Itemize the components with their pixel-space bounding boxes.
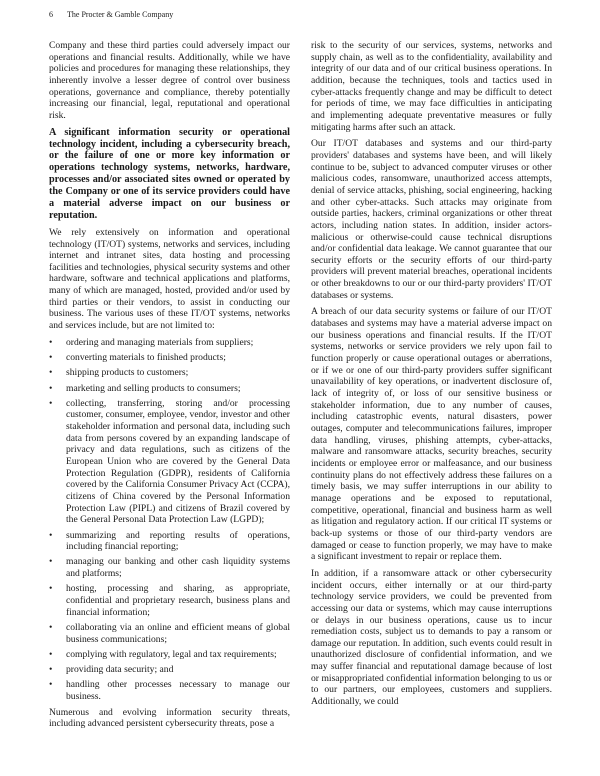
paragraph: We rely extensively on information and operational technology (IT/OT) systems, networks and services, including internet and intranet sites, data hosting and processing facilities and technologies, physical security systems and other hardware, software and technical applications and platforms, many of which are managed, hosted, provided and/or used by third parties or their vendors, to assist in conducting our business. The various uses of these IT/OT systems, networks and services include, but are not limited to: — [49, 226, 290, 332]
paragraph: In addition, if a ransomware attack or other cybersecurity incident occurs, either internally or at our third-party technology service providers, we could be prevented from accessing our data or systems, which may cause interruptions or delays in our business operations, cause us to incur remediation costs, subject us to demands to pay a ransom or damage our reputation. In addition, such events could result in unauthorized disclosure of confidential information, and we may suffer financial and reputational damage because of lost or misappropriated confidential information belonging to us or to our partners, our employees, customers and suppliers. Additionally, we could — [311, 567, 552, 708]
bullet-icon: • — [49, 583, 53, 595]
bullet-icon: • — [49, 352, 53, 363]
bullet-icon: • — [49, 367, 53, 379]
list-item: • shipping products to customers; — [49, 367, 189, 379]
bullet-icon: • — [49, 529, 53, 541]
page-number: 6 — [49, 10, 53, 19]
bullet-icon: • — [49, 336, 53, 348]
list-item: • marketing and selling products to consumers; — [49, 382, 241, 394]
risk-heading: A significant information security or operational technology incident, including a cybersecurity breach, or the failure of one or more key information or operations technology systems, networks, hardware, processes and/or associated sites owned or operated by the Company or one of its service providers could have a material adverse impact on our business or reputation. — [49, 126, 290, 221]
list-item: • hosting, processing and sharing, as appropriate, confidential and proprietary research, business plans and financial information; — [49, 583, 290, 618]
list-item: • converting materials to finished products; — [49, 352, 226, 363]
paragraph: risk to the security of our services, systems, networks and supply chain, as well as to the confidentiality, availability and integrity of our data and of our critical business operations. In addition, because the techniques, tools and tactics used in cyber-attacks frequently change and may be difficult to detect for periods of time, we may face difficulties in anticipating and implementing adequate preventative measures or fully mitigating harms after such an attack. — [311, 40, 552, 133]
list-item: • providing data security; and — [49, 664, 174, 676]
bullet-list — [49, 337, 290, 703]
bullet-icon: • — [49, 664, 53, 676]
bullet-icon: • — [49, 556, 53, 568]
list-item: • ordering and managing materials from suppliers; — [49, 336, 254, 348]
list-item: • collaborating via an online and efficient means of global business communications; — [49, 621, 290, 645]
bullet-icon: • — [49, 382, 53, 394]
paragraph: Our IT/OT databases and systems and our third-party providers' databases and systems have been, and will likely continue to be, subject to advanced computer viruses or other malicious codes, ransomware, unauthorized access attempts, denial of service attacks, phishing, social engineering, hacking and other cyber-attacks. Such attacks may originate from outside parties, hackers, criminal organizations or other threat actors, including nation states. In addition, insider actors-malicious or otherwise-could cause technical disruptions and/or confidential data leakage. We cannot guarantee that our security efforts or the security efforts of our third-party providers will prevent material breaches, operational incidents or other breakdowns to our or our third-party providers' IT/OT databases or systems. — [311, 138, 552, 301]
bullet-icon: • — [49, 397, 53, 409]
list-item: • collecting, transferring, storing and/or processing customer, consumer, employee, vendor, investor and other stakeholder information and personal data, including such data from persons covered by an expanding landscape of privacy and data regulations, such as citizens of the European Union who are covered by the General Data Protection Regulation (GDPR), residents of California covered by the California Consumer Privacy Act (CCPA), citizens of China covered by the Personal Information Protection Law (PIPL) and citizens of Brazil covered by the General Personal Data Protection Law (LGPD); — [49, 397, 290, 526]
bullet-icon: • — [49, 648, 53, 660]
left-column — [49, 40, 290, 735]
bullet-icon: • — [49, 621, 53, 633]
list-item: • complying with regulatory, legal and tax requirements; — [49, 648, 277, 660]
right-column — [311, 40, 552, 713]
company-name: The Procter & Gamble Company — [67, 10, 174, 19]
paragraph: Numerous and evolving information security threats, including advanced persistent cybersecurity threats, pose a — [49, 706, 290, 730]
paragraph: Company and these third parties could adversely impact our operations and financial results. Additionally, while we have policies and procedures for managing these relationships, they inherently involve a lesser degree of control over business operations, governance and compliance, thereby potentially increasing our financial, legal, reputational and operational risk. — [49, 40, 290, 121]
list-item: • summarizing and reporting results of operations, including financial reporting; — [49, 529, 290, 553]
paragraph: A breach of our data security systems or failure of our IT/OT databases and systems may have a material adverse impact on our business operations and financial results. If the IT/OT systems, networks or service providers we rely upon fail to function properly or cause operational outages or aberrations, or if we or one of our third-party providers suffer significant unavailability of key operations, or inadvertent disclosure of, lack of integrity of, or loss of our sensitive business or stakeholder information, due to any number of causes, including catastrophic events, natural disasters, power outages, computer and telecommunications failures, improper data handling, viruses, phishing attempts, cyber-attacks, malware and ransomware attacks, security breaches, security incidents or employee error or malfeasance, and our business continuity plans do not effectively address these failures on a timely basis, we may suffer interruptions in our ability to manage operations and be exposed to reputational, competitive, operational, financial and business harm as well as litigation and regulatory action. If our critical IT systems or back-up systems or those of our third-party vendors are damaged or cease to function properly, we may have to make a significant investment to repair or replace them. — [311, 306, 552, 563]
page-header — [49, 10, 173, 19]
list-item: • managing our banking and other cash liquidity systems and platforms; — [49, 556, 290, 580]
list-item: • handling other processes necessary to manage our business. — [49, 679, 290, 702]
bullet-icon: • — [49, 679, 53, 691]
